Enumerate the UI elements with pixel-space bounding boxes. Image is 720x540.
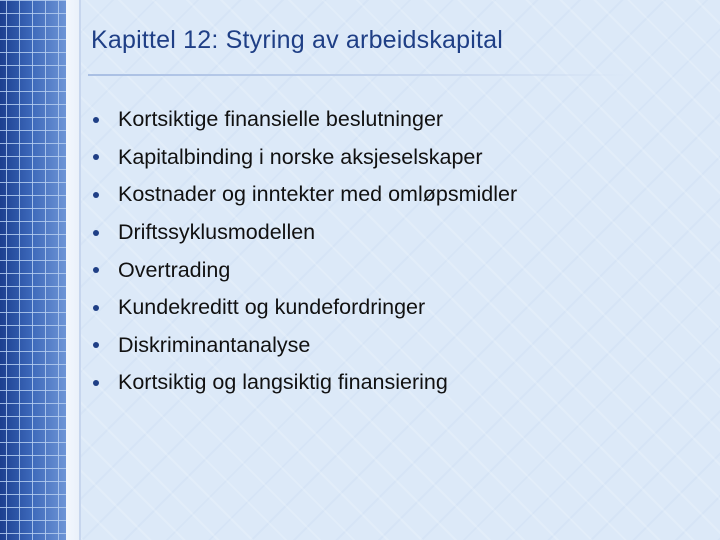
bullet-list [92, 101, 517, 402]
bullet-text: Driftssyklusmodellen [118, 220, 316, 245]
bullet-icon [93, 192, 99, 198]
bullet-text: Overtrading [118, 257, 231, 282]
title-underline [88, 74, 628, 76]
list-item [92, 364, 517, 402]
list-item [92, 214, 517, 252]
list-item [92, 289, 517, 327]
bullet-icon [93, 154, 99, 160]
list-item [92, 327, 517, 365]
bullet-text: Diskriminantanalyse [118, 332, 311, 357]
list-item [92, 139, 517, 177]
bullet-icon [93, 342, 99, 348]
bullet-text: Kundekreditt og kundefordringer [118, 295, 426, 320]
bullet-icon [93, 267, 99, 273]
list-item [92, 251, 517, 289]
list-item [92, 176, 517, 214]
list-item [92, 101, 517, 139]
slide-title: Kapittel 12: Styring av arbeidskapital [91, 26, 503, 54]
bullet-icon [93, 230, 99, 236]
bullet-icon [93, 305, 99, 311]
side-band-edge [66, 0, 80, 540]
bullet-text: Kapitalbinding i norske aksjeselskaper [118, 144, 483, 169]
bullet-text: Kortsiktig og langsiktig finansiering [118, 370, 448, 395]
bullet-text: Kostnader og inntekter med omløpsmidler [118, 182, 518, 207]
bullet-icon [93, 380, 99, 386]
bullet-text: Kortsiktige finansielle beslutninger [118, 107, 444, 132]
bullet-icon [93, 117, 99, 123]
decorative-side-band [0, 0, 66, 540]
